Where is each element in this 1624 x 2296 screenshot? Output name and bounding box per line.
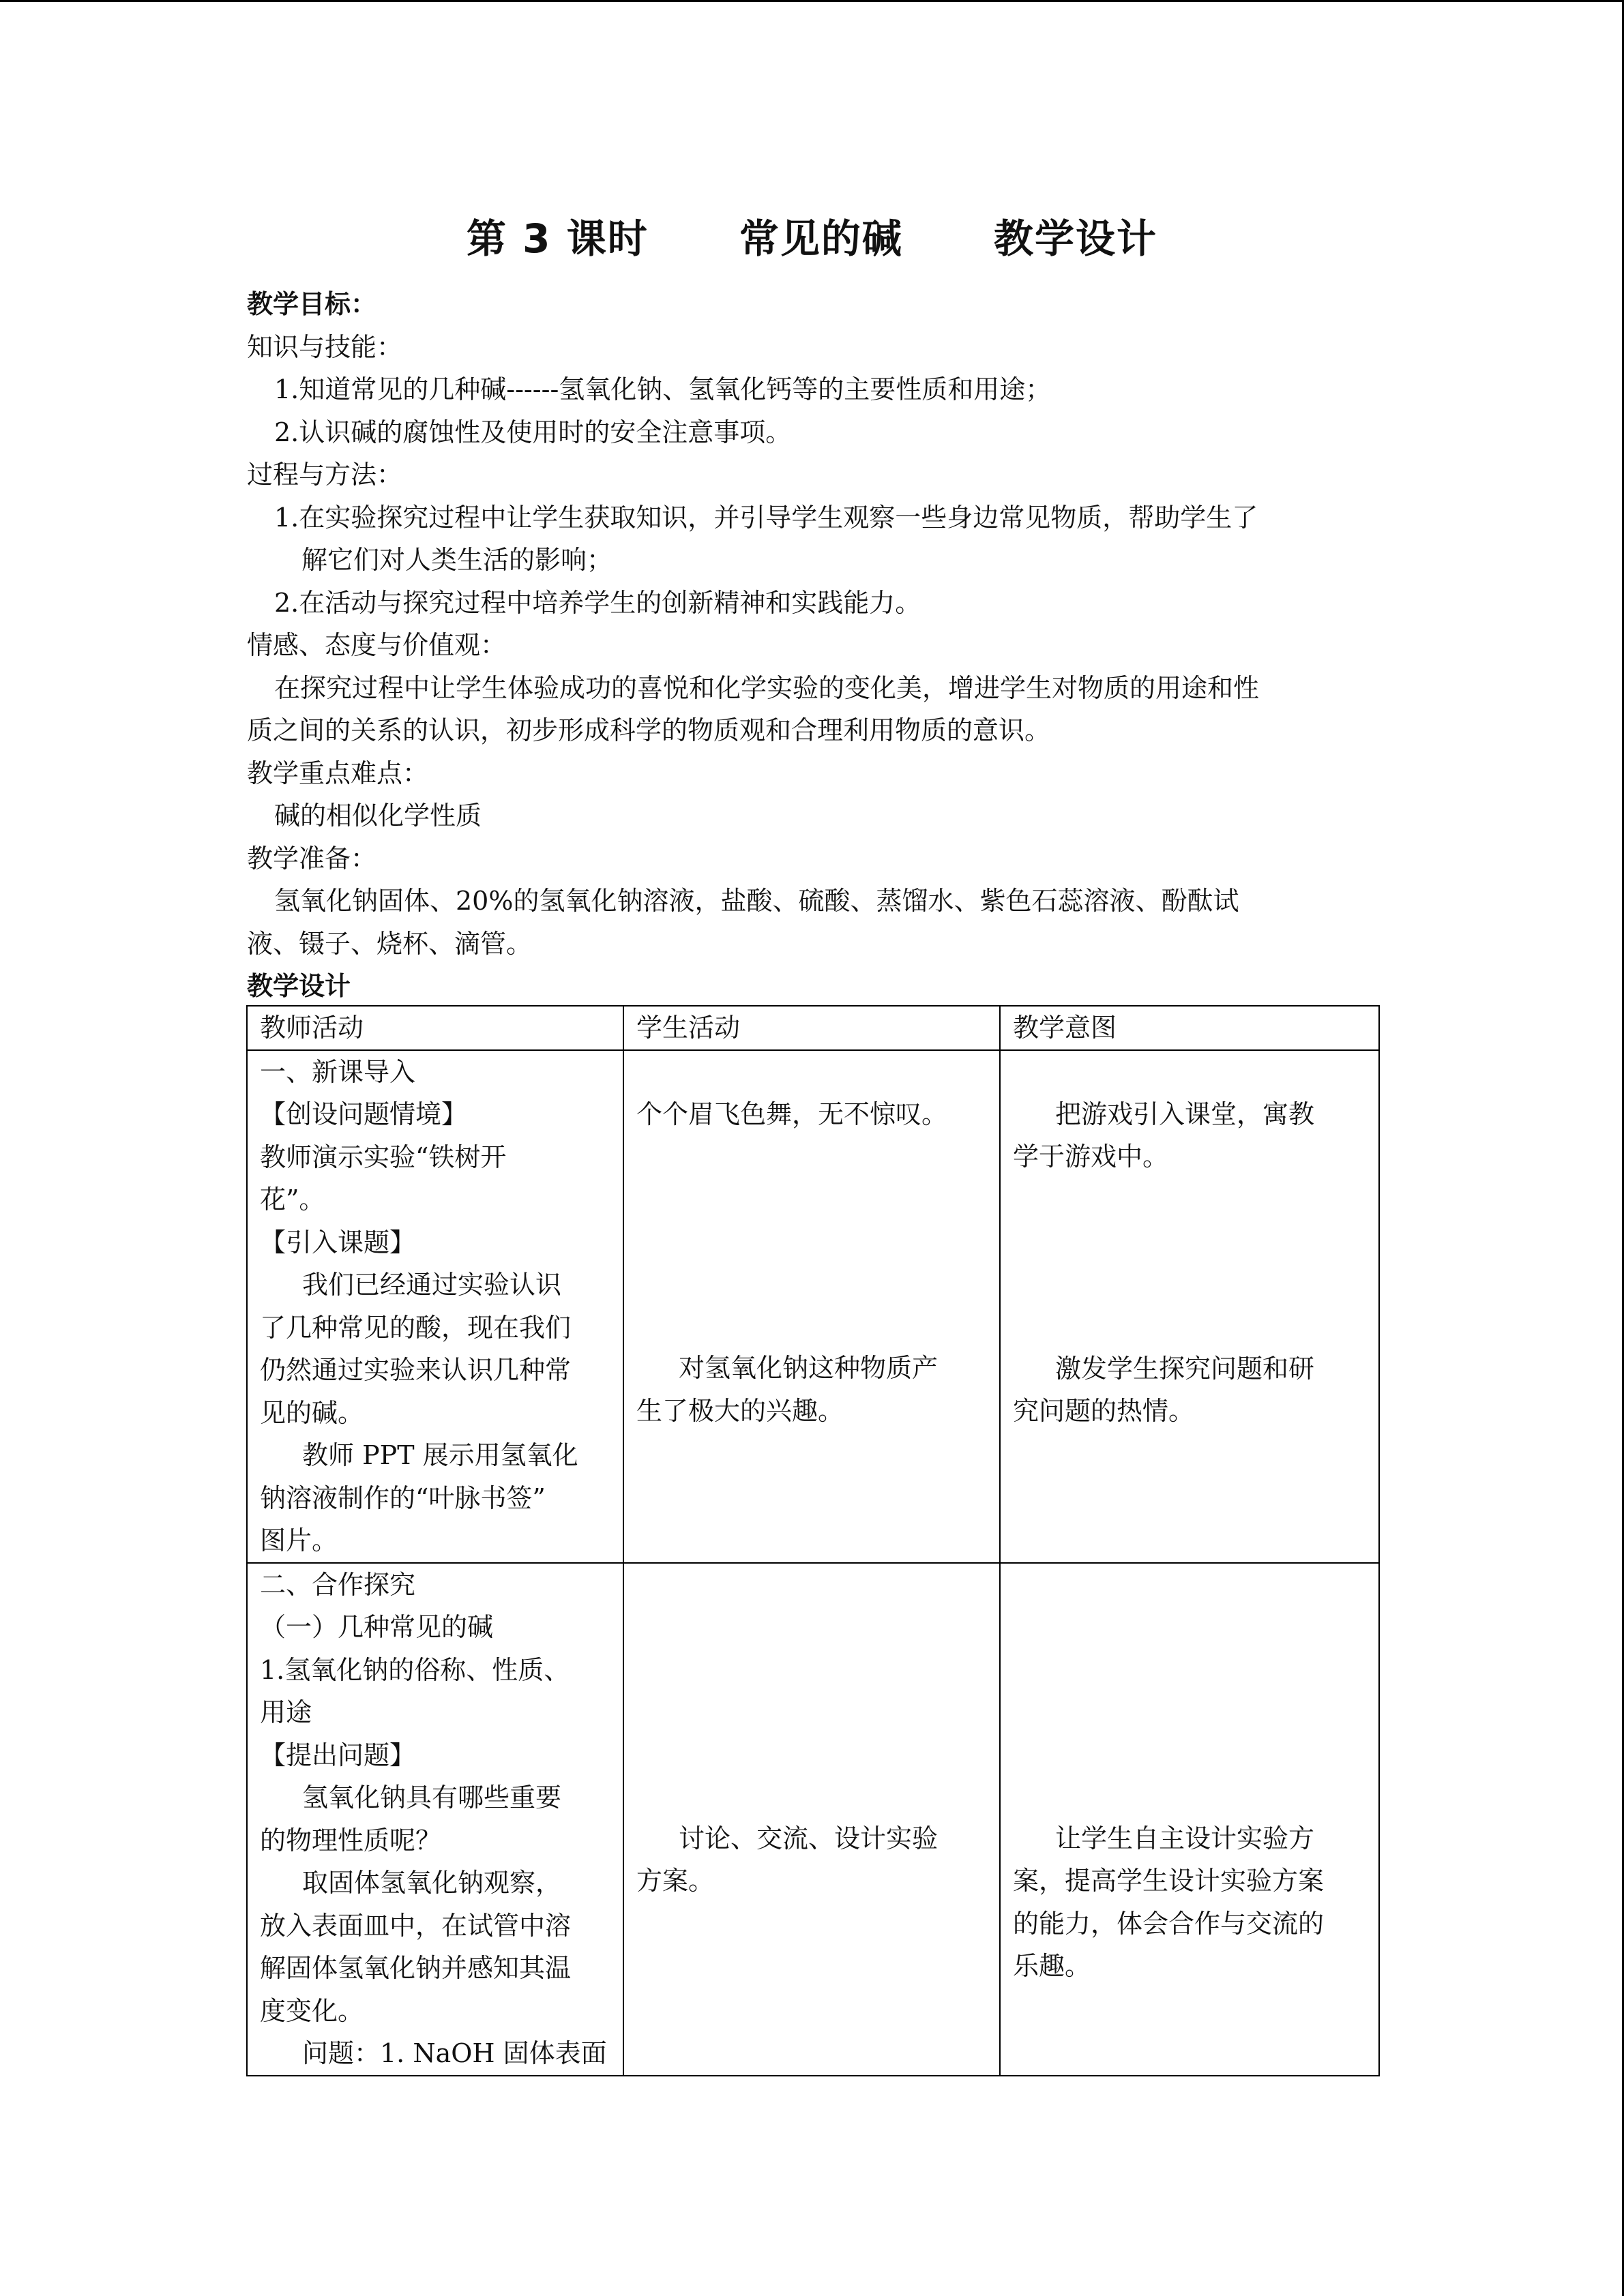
- design-table: [246, 1005, 1380, 2076]
- preparation-heading: 教学准备：: [247, 843, 377, 874]
- teacher-activity-cell: [247, 1050, 623, 1563]
- knowledge-item-1: 1.知道常见的几种碱------氢氧化钠、氢氧化钙等的主要性质和用途；: [274, 374, 1052, 404]
- teacher-line: 氢氧化钠具有哪些重要: [302, 1783, 562, 1813]
- student-line: 讨论、交流、设计实验: [679, 1823, 939, 1853]
- teaching-intent-cell: [1000, 1050, 1379, 1563]
- student-line: 对氢氧化钠这种物质产: [679, 1353, 939, 1383]
- teacher-line: 放入表面皿中，在试管中溶: [260, 1910, 572, 1941]
- process-item-1b: 解它们对人类生活的影响；: [301, 545, 613, 575]
- preparation-text-a: 氢氧化钠固体、20%的氢氧化钠溶液，盐酸、硫酸、蒸馏水、紫色石蕊溶液、酚酞试: [274, 886, 1239, 916]
- blank-line: [636, 1304, 987, 1347]
- teacher-line: 解固体氢氧化钠并感知其温: [260, 1953, 572, 1983]
- teacher-line: 【引入课题】: [260, 1227, 416, 1257]
- knowledge-item-2: 2.认识碱的腐蚀性及使用时的安全注意事项。: [274, 417, 792, 447]
- emotion-heading: 情感、态度与价值观：: [247, 630, 507, 660]
- preparation-text-b: 液、镊子、烧杯、滴管。: [247, 928, 533, 959]
- goals-heading: 教学目标：: [247, 289, 377, 319]
- teacher-line: 1.氢氧化钠的俗称、性质、: [260, 1654, 570, 1685]
- emotion-text-a: 在探究过程中让学生体验成功的喜悦和化学实验的变化美，增进学生对物质的用途和性: [274, 672, 1260, 703]
- intent-line: 把游戏引入课堂，寓教: [1055, 1099, 1315, 1129]
- teacher-line: 的物理性质呢？: [260, 1825, 442, 1855]
- process-heading: 过程与方法：: [247, 460, 403, 490]
- teacher-line: （一）几种常见的碱: [260, 1612, 494, 1642]
- blank-line: [636, 1262, 987, 1304]
- intent-line: 让学生自主设计实验方: [1055, 1823, 1315, 1853]
- header-teaching-intent: 教学意图: [1000, 1006, 1379, 1050]
- teacher-line: 了几种常见的酸，现在我们: [260, 1312, 572, 1343]
- teaching-intent-cell: [1000, 1563, 1379, 2076]
- knowledge-heading: 知识与技能：: [247, 331, 403, 362]
- header-student-activity: 学生活动: [623, 1006, 1000, 1050]
- blank-line: [1013, 1648, 1366, 1690]
- blank-line: [1013, 1221, 1366, 1263]
- blank-line: [636, 1606, 987, 1648]
- blank-line: [636, 1564, 987, 1606]
- teacher-line: 二、合作探究: [260, 1569, 416, 1600]
- teacher-line: 教师演示实验“铁树开: [260, 1142, 507, 1172]
- teacher-line: 问题：1. NaOH 固体表面: [302, 2038, 607, 2068]
- teacher-line: 我们已经通过实验认识: [302, 1270, 562, 1300]
- blank-line: [1013, 1263, 1366, 1305]
- table-row: [247, 1563, 1379, 2076]
- table-row: [247, 1050, 1379, 1563]
- student-line: 方案。: [636, 1866, 715, 1896]
- teacher-line: 图片。: [260, 1525, 338, 1555]
- process-item-1a: 1.在实验探究过程中让学生获取知识，并引导学生观察一些身边常见物质，帮助学生了: [274, 502, 1258, 533]
- header-teacher-activity: 教师活动: [247, 1006, 623, 1050]
- blank-line: [1013, 1775, 1366, 1817]
- student-activity-cell: [623, 1563, 1000, 2076]
- blank-line: [1013, 1051, 1366, 1093]
- page-title: 第 3 课时 常见的碱 教学设计: [466, 215, 1158, 262]
- teacher-line: 【提出问题】: [260, 1740, 416, 1770]
- intent-line: 乐趣。: [1013, 1951, 1091, 1981]
- table-header-row: [247, 1006, 1379, 1050]
- intent-line: 的能力，体会合作与交流的: [1013, 1908, 1325, 1939]
- teacher-line: 钠溶液制作的“叶脉书签”: [260, 1482, 546, 1513]
- intent-line: 案，提高学生设计实验方案: [1013, 1866, 1325, 1896]
- student-activity-cell: [623, 1050, 1000, 1563]
- intent-line: 学于游戏中。: [1013, 1142, 1169, 1172]
- key-points-text: 碱的相似化学性质: [274, 801, 482, 831]
- blank-line: [1013, 1564, 1366, 1606]
- blank-line: [636, 1220, 987, 1262]
- blank-line: [636, 1648, 987, 1690]
- intent-line: 究问题的热情。: [1013, 1396, 1195, 1426]
- intent-line: 激发学生探究问题和研: [1055, 1353, 1315, 1384]
- teacher-line: 取固体氢氧化钠观察，: [302, 1868, 562, 1898]
- page-top-rule: [0, 0, 1624, 2]
- emotion-text-b: 质之间的关系的认识，初步形成科学的物质观和合理利用物质的意识。: [247, 715, 1051, 745]
- teacher-line: 仍然通过实验来认识几种常: [260, 1355, 572, 1385]
- teacher-line: 度变化。: [260, 1995, 364, 2026]
- teacher-activity-cell: [247, 1563, 623, 2076]
- teacher-line: 【创设问题情境】: [260, 1099, 468, 1129]
- key-points-heading: 教学重点难点：: [247, 758, 429, 788]
- blank-line: [1013, 1690, 1366, 1733]
- blank-line: [1013, 1606, 1366, 1648]
- blank-line: [636, 1178, 987, 1220]
- student-line: 个个眉飞色舞，无不惊叹。: [636, 1099, 948, 1129]
- teacher-line: 见的碱。: [260, 1397, 364, 1428]
- blank-line: [636, 1733, 987, 1775]
- teacher-line: 教师 PPT 展示用氢氧化: [302, 1440, 578, 1470]
- blank-line: [1013, 1305, 1366, 1347]
- process-item-2: 2.在活动与探究过程中培养学生的创新精神和实践能力。: [274, 587, 921, 618]
- teacher-line: 用途: [260, 1697, 312, 1727]
- blank-line: [1013, 1178, 1366, 1221]
- blank-line: [1013, 1733, 1366, 1775]
- student-line: 生了极大的兴趣。: [636, 1395, 844, 1426]
- blank-line: [636, 1051, 987, 1093]
- design-heading: 教学设计: [247, 971, 351, 1001]
- blank-line: [636, 1135, 987, 1178]
- blank-line: [636, 1775, 987, 1817]
- teacher-line: 一、新课导入: [260, 1056, 416, 1087]
- lesson-goals-section: [247, 283, 1379, 1008]
- blank-line: [636, 1690, 987, 1733]
- teacher-line: 花”。: [260, 1184, 325, 1214]
